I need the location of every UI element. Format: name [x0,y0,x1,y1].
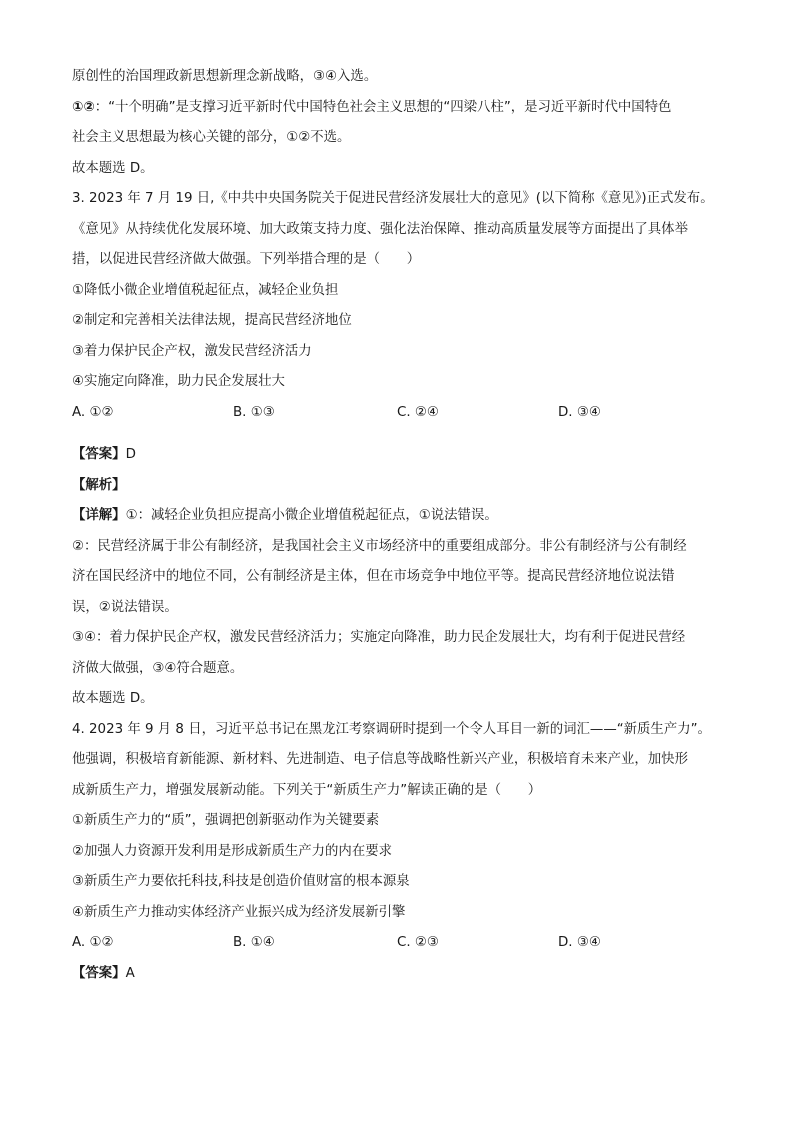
q3-options [72,398,752,429]
prev-analysis-line-3: 社会主义思想最为核心关键的部分，①②不选。 [72,130,351,145]
q4-statement-4: ④新质生产力推动实体经济产业振兴成为经济发展新引擎 [72,904,406,920]
document-page [72,62,752,989]
q3-detail-line-5: ③④：着力保护民企产权，激发民营经济活力；实施定向降准，助力民企发展壮大，均有利于促进民营经 [72,630,686,645]
q4-statement-3: ③新质生产力要依托科技,科技是创造价值财富的根本源泉 [72,874,410,889]
q3-statement-2: ②制定和完善相关法律法规，提高民营经济地位 [72,313,352,328]
q3-stem-line-1: 3. 2023 年 7 月 19 日,《中共中央国务院关于促进民营经济发展壮大的意见》(以下简称《意见》)正式发布。 [72,191,714,206]
prev-conclusion: 故本题选 D。 [72,160,154,176]
q3-detail-line-6: 济做大做强，③④符合题意。 [72,660,244,676]
q4-stem-line-3: 成新质生产力，增强发展新动能。下列关于“新质生产力”解读正确的是（ ） [72,782,542,798]
q3-option-c: C. ②④ [397,404,439,420]
detail-text: ①：减轻企业负担应提高小微企业增值税起征点，①说法错误。 [125,508,498,523]
q3-detail-line-3: 济在国民经济中的地位不同，公有制经济是主体，但在市场竞争中地位平等。提高民营经济地位说法错 [72,569,675,584]
q3-statement-3: ③着力保护民企产权，激发民营经济活力 [72,343,312,359]
q3-detail-line-4: 误，②说法错误。 [72,599,178,615]
q3-detail-line-1 [72,501,752,532]
q4-statement-2: ②加强人力资源开发利用是形成新质生产力的内在要求 [72,843,392,859]
q3-option-b: B. ①③ [233,404,275,420]
q4-statement-1: ①新质生产力的“质”，强调把创新驱动作为关键要素 [72,813,380,828]
q3-option-d: D. ③④ [558,404,601,420]
q3-stem-line-2: 《意见》从持续优化发展环境、加大政策支持力度、强化法治保障、推动高质量发展等方面提出了具体举 [72,221,688,237]
answer-tag: 【答案】 [72,965,126,981]
q4-stem-line-2: 他强调，积极培育新能源、新材料、先进制造、电子信息等战略性新兴产业，积极培育未来产业，加快形 [72,752,688,767]
q4-answer [72,959,752,990]
q3-option-a: A. ①② [72,404,114,420]
q4-option-d: D. ③④ [558,935,601,950]
q4-option-c: C. ②③ [397,935,439,950]
q3-detail-line-2: ②：民营经济属于非公有制经济，是我国社会主义市场经济中的重要组成部分。非公有制经济与公有制经 [72,538,687,554]
detail-tag: 【详解】 [72,508,126,523]
answer-tag: 【答案】 [72,447,126,462]
prev-analysis-line-1: 原创性的治国理政新思想新理念新战略，③④入选。 [72,69,378,84]
q4-option-b: B. ①④ [233,935,275,950]
q3-analysis-tag: 【解析】 [72,477,126,493]
q3-statement-4: ④实施定向降准，助力民企发展壮大 [72,374,285,389]
q4-stem-line-1: 4. 2023 年 9 月 8 日，习近平总书记在黑龙江考察调研时提到一个令人耳目一新的词汇——“新质生产力”。 [72,721,711,737]
q3-stem-line-3: 措，以促进民营经济做大做强。下列举措合理的是（ ） [72,252,421,267]
answer-value: A [125,965,135,981]
prev-analysis-text: ：“十个明确”是支撑习近平新时代中国特色社会主义思想的“四梁八柱”，是习近平新时代中国特色 [94,99,672,115]
q3-statement-1: ①降低小微企业增值税起征点，减轻企业负担 [72,282,339,298]
q4-option-a: A. ①② [72,935,114,950]
answer-value: D [125,447,136,462]
q4-options [72,928,752,959]
q3-answer [72,440,752,471]
q3-conclusion: 故本题选 D。 [72,691,154,706]
option-ref-bold: ①② [72,99,95,115]
prev-analysis-line-2 [72,93,752,124]
